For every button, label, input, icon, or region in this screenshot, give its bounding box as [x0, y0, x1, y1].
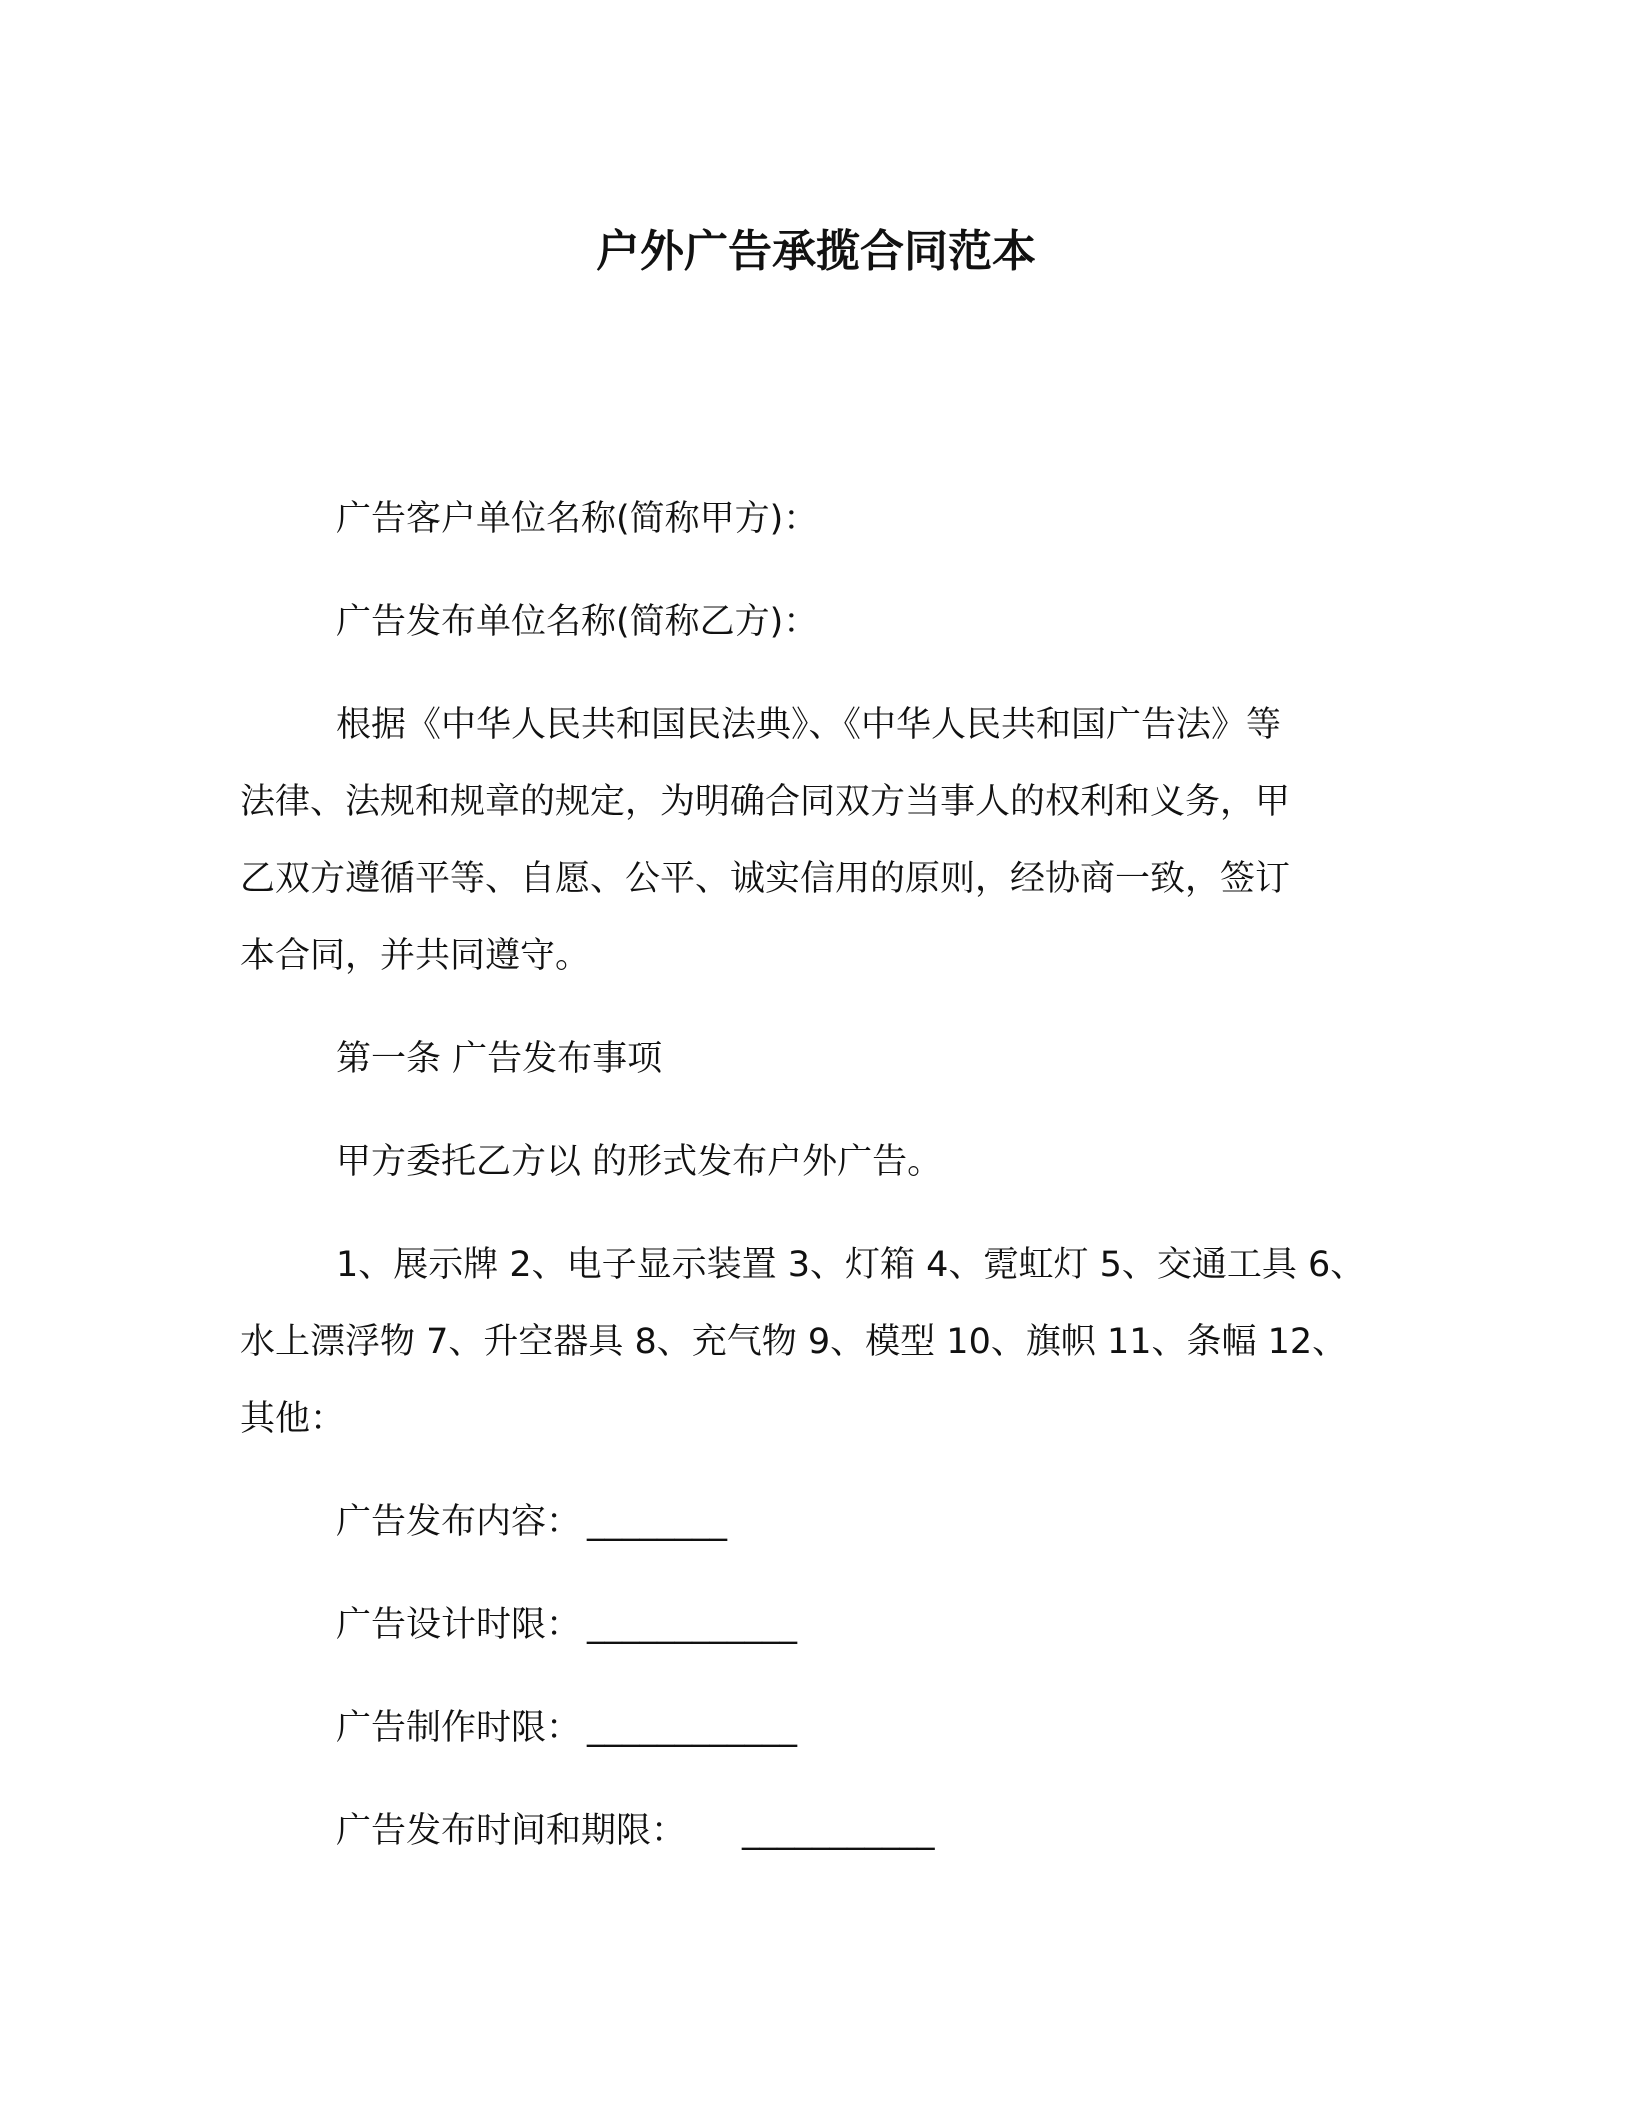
- field-ad-content: [240, 1483, 1486, 1561]
- party-a-line: 广告客户单位名称(简称甲方)：: [336, 499, 819, 539]
- party-b-line: 广告发布单位名称(简称乙方)：: [336, 602, 819, 642]
- fill-in-blank: ___________: [742, 1811, 935, 1851]
- document-title: 户外广告承揽合同范本: [596, 226, 1036, 277]
- fill-in-blank: ________: [587, 1502, 728, 1542]
- field-production-period: [240, 1689, 1486, 1767]
- field-design-period: [240, 1586, 1486, 1664]
- preamble-line: 根据《中华人民共和国民法典》、《中华人民共和国广告法》等: [336, 705, 1282, 745]
- field-label: 广告制作时限：: [336, 1708, 582, 1748]
- ad-forms-line: 1、展示牌 2、电子显示装置 3、灯箱 4、霓虹灯 5、交通工具 6、: [336, 1245, 1366, 1285]
- field-label: 广告设计时限：: [336, 1605, 582, 1645]
- field-publish-time: [240, 1792, 1486, 1870]
- field-label: 广告发布时间和期限：: [336, 1811, 687, 1851]
- article-1-heading: 第一条 广告发布事项: [336, 1039, 663, 1079]
- article-1-intro: 甲方委托乙方以 的形式发布户外广告。: [336, 1142, 943, 1182]
- ad-forms-line: 其他：: [240, 1399, 346, 1439]
- fill-in-blank: ____________: [587, 1605, 798, 1645]
- preamble-line: 法律、法规和规章的规定，为明确合同双方当事人的权利和义务，甲: [240, 782, 1291, 822]
- ad-forms-line: 水上漂浮物 7、升空器具 8、充气物 9、模型 10、旗帜 11、条幅 12、: [240, 1322, 1348, 1362]
- fill-in-blank: ____________: [587, 1708, 798, 1748]
- preamble-line: 本合同，并共同遵守。: [240, 936, 591, 976]
- field-label: 广告发布内容：: [336, 1502, 582, 1542]
- preamble-line: 乙双方遵循平等、自愿、公平、诚实信用的原则，经协商一致，签订: [240, 859, 1291, 899]
